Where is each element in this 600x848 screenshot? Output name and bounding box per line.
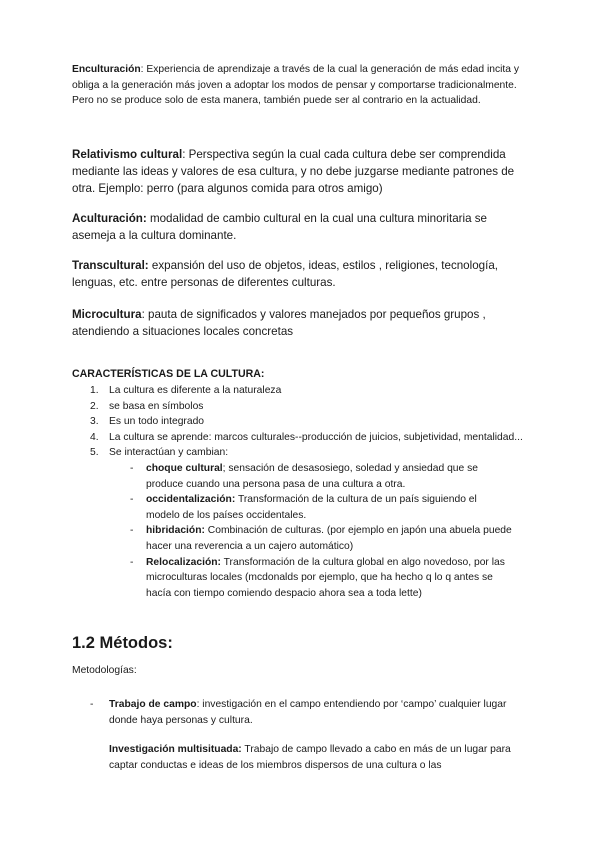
definition-text: : Experiencia de aprendizaje a través de la cual la generación de más edad incita y obliga a la generación más joven a adoptar los modos de pensar y comportarse tradicionalmente. Pero no se produce solo de esta manera, también puede ser al contrario en la actualidad. bbox=[72, 64, 520, 107]
list-item: - hibridación: Combinación de culturas. (por ejemplo en japón una abuela puede hacer una reverencia a un cajero automático) bbox=[130, 525, 512, 552]
definition-text: : pauta de significados y valores manejados por pequeños grupos , atendiendo a situaciones locales concretas bbox=[72, 308, 486, 338]
definition-term: Enculturación bbox=[72, 64, 141, 75]
characteristics-list bbox=[72, 383, 532, 601]
list-item: 3. Es un todo integrado bbox=[90, 416, 205, 428]
list-item: 2. se basa en símbolos bbox=[90, 400, 204, 412]
definition-text: modalidad de cambio cultural en la cual una cultura minoritaria se asemeja a la cultura dominante. bbox=[72, 212, 488, 242]
characteristics-heading: CARACTERÍSTICAS DE LA CULTURA: bbox=[72, 368, 265, 380]
definition-relativismo bbox=[72, 146, 532, 197]
definition-microcultura bbox=[72, 306, 532, 340]
definition-text: expansión del uso de objetos, ideas, estilos , religiones, tecnología, lenguas, etc. entre personas de diferentes culturas. bbox=[72, 259, 498, 289]
list-item: 4. La cultura se aprende: marcos culturales--producción de juicios, subjetividad, mentalidad... bbox=[90, 431, 523, 443]
methods-list bbox=[72, 697, 532, 773]
list-item: 1. La cultura es diferente a la naturaleza bbox=[90, 385, 282, 396]
section-title: 1.2 Métodos: bbox=[72, 634, 173, 652]
definition-text: : Perspectiva según la cual cada cultura debe ser comprendida mediante las ideas y valores de esa cultura, y no debe juzgarse mediante patrones de otra. Ejemplo: perro (para algunos comida para otros amigo) bbox=[72, 148, 515, 195]
list-item: - Trabajo de campo: investigación en el campo entendiendo por ‘campo’ cualquier lugar donde haya personas y cultura. bbox=[90, 699, 507, 726]
definition-term: Aculturación: bbox=[72, 212, 147, 225]
definition-term: Microcultura bbox=[72, 308, 142, 321]
definition-enculturacion bbox=[72, 62, 532, 109]
change-types-list bbox=[72, 461, 532, 601]
definition-aculturacion bbox=[72, 210, 532, 244]
definition-transcultural bbox=[72, 257, 532, 291]
section-subtitle: Metodologías: bbox=[72, 665, 137, 676]
list-item: Investigación multisituada: Trabajo de campo llevado a cabo en más de un lugar para captar conductas e ideas de los miembros dispersos de una cultura o las bbox=[109, 744, 511, 771]
list-item: - Relocalización: Transformación de la cultura global en algo novedoso, por las microculturas locales (mcdonalds por ejemplo, que ha hecho q lo q antes se hacía con tiempo comiendo despacio ahora sea a toda lette) bbox=[130, 556, 505, 599]
list-item: - occidentalización: Transformación de la cultura de un país siguiendo el modelo de los países occidentales. bbox=[130, 494, 477, 521]
list-item: 5. Se interactúan y cambian: - choque cultural; sensación de desasosiego, soledad y ansiedad que se produce cuando una persona pasa de una cultura a otra. - occidentalización: Transformación de la cultura de un país siguiendo el modelo de los países occidentales. - hibridación: Combinación de culturas. (por ejemplo en japón una abuela puede hacer una reverencia a un cajero automático) - Relocalización: Transformación de la cultura global en algo novedoso, por las microculturas locales (mcdonalds por ejemplo, que ha hecho q lo q antes se hacía con tiempo comiendo despacio ahora sea a toda lette) bbox=[72, 445, 532, 601]
definition-term: Transcultural: bbox=[72, 259, 149, 272]
definition-term: Relativismo cultural bbox=[72, 148, 183, 161]
list-item: - choque cultural; sensación de desasosiego, soledad y ansiedad que se produce cuando una persona pasa de una cultura a otra. bbox=[130, 462, 478, 490]
